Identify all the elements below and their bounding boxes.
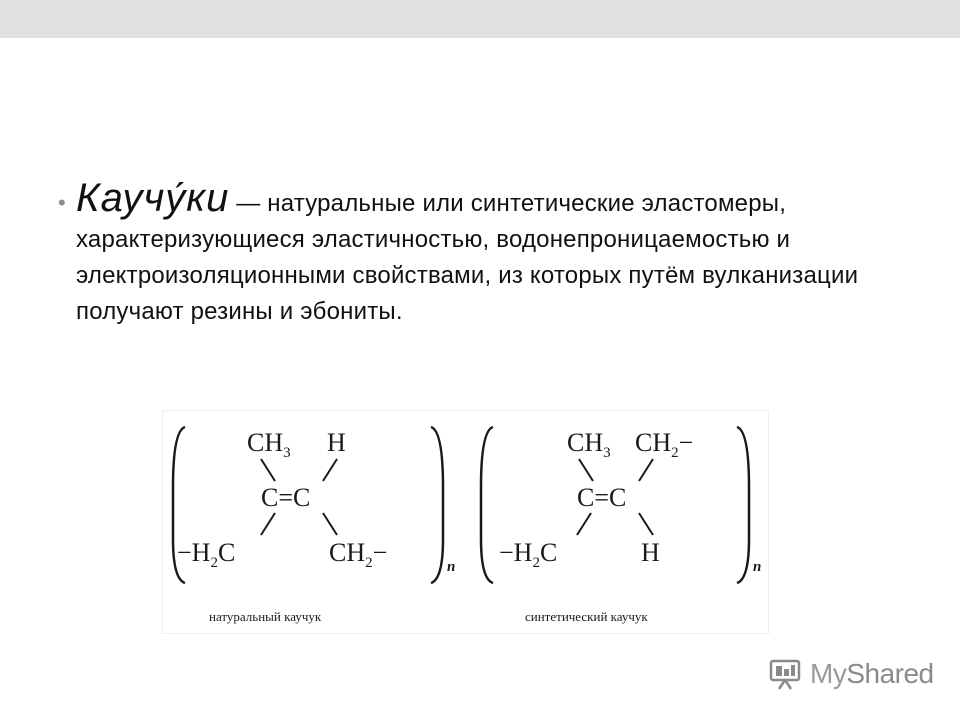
natural-caption: натуральный каучук: [209, 609, 322, 624]
synthetic-index: n: [753, 559, 762, 575]
natural-double-bond: C=C: [261, 483, 311, 512]
synthetic-h-bottom: H: [641, 538, 660, 567]
definition-text: — натуральные или синтетические эластомеры, характеризующиеся эластичностью, водонепроницаемостью и электроизоляционными свойствами, из которых путём вулканизации получают резины и эбониты.: [76, 190, 859, 325]
synthetic-double-bond: C=C: [577, 483, 627, 512]
synthetic-bracket-left: [481, 427, 493, 583]
synthetic-left-group: $-H_2C$: [499, 538, 558, 571]
logo-text: MyShared: [810, 658, 934, 689]
natural-bracket-right: [431, 427, 443, 583]
natural-bond: [261, 513, 275, 535]
bullet-icon: •: [58, 190, 66, 215]
rubber-structure-figure: [162, 410, 769, 634]
natural-index: n: [447, 559, 456, 575]
natural-left-group: $-H_2C$: [177, 538, 236, 571]
structure-svg: [163, 411, 768, 633]
term: Каучу́ки: [76, 176, 230, 220]
synthetic-bond: [579, 459, 593, 481]
synthetic-bond: [577, 513, 591, 535]
natural-right-group: $CH_2-$: [329, 538, 388, 571]
natural-bond: [261, 459, 275, 481]
top-bar: [0, 0, 960, 38]
natural-h-top: H: [327, 428, 346, 457]
synthetic-bracket-right: [737, 427, 749, 583]
natural-bond: [323, 459, 337, 481]
natural-bond: [323, 513, 337, 535]
synthetic-bond: [639, 513, 653, 535]
synthetic-caption: синтетический каучук: [525, 609, 648, 624]
myshared-logo: [768, 656, 934, 692]
synthetic-bond: [639, 459, 653, 481]
natural-ch3: $CH_3$: [247, 428, 291, 461]
definition-paragraph: [76, 176, 908, 330]
synthetic-ch3: $CH_3$: [567, 428, 611, 461]
slide-text: [58, 176, 908, 330]
presentation-board-icon: [768, 657, 802, 691]
synthetic-ch2-top: $CH_2-$: [635, 428, 694, 461]
